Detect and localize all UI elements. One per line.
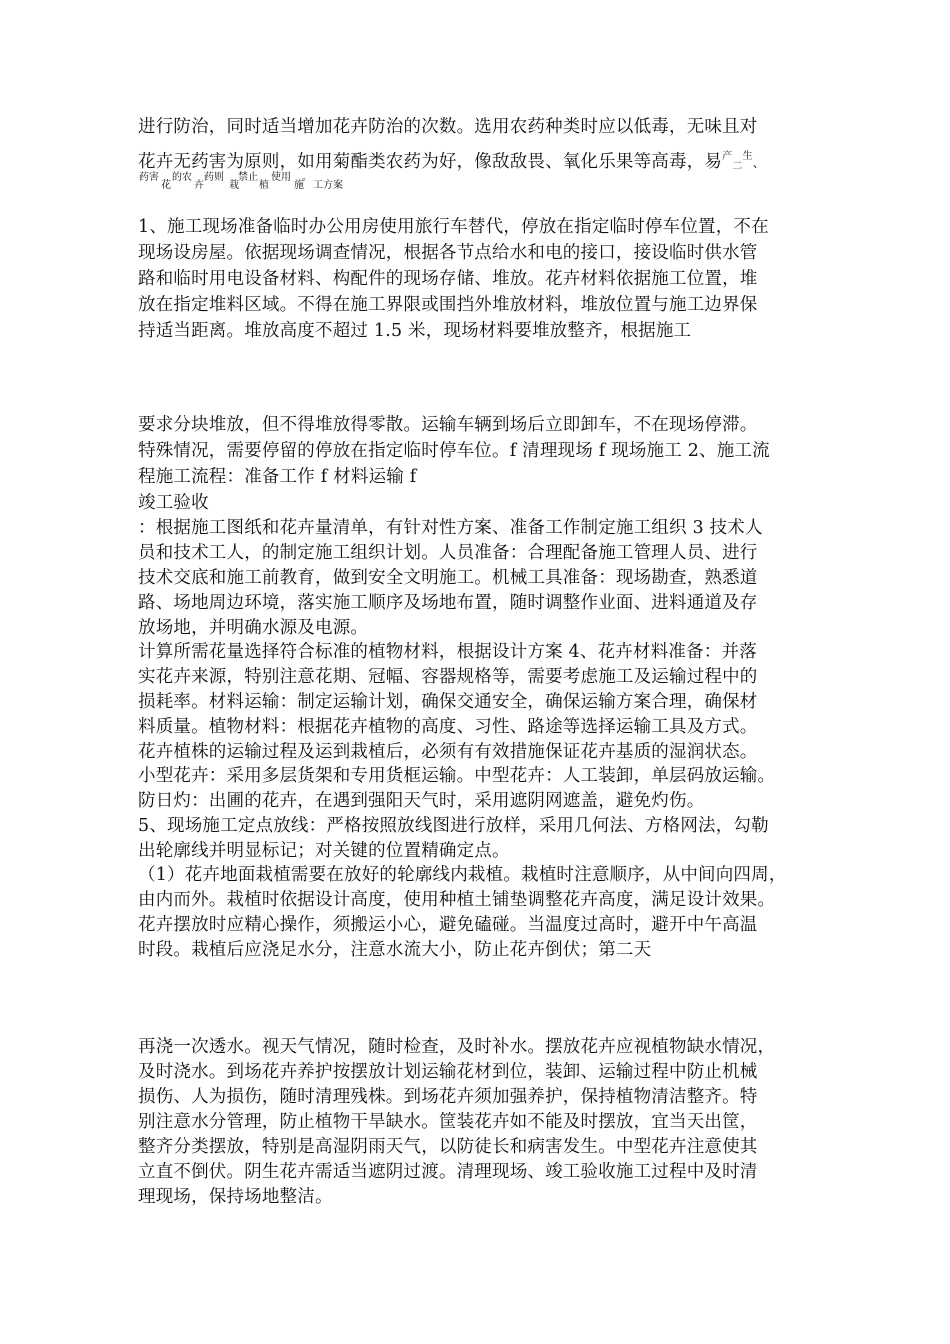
paragraph-line: 5、现场施工定点放线：严格按照放线图进行放样，采用几何法、方格网法，勾勒 — [138, 816, 769, 836]
garbled-fragment: 植 — [259, 180, 269, 191]
paragraph-line: 放在指定堆料区域。不得在施工界限或围挡外堆放材料，堆放位置与施工边界保 — [138, 295, 758, 315]
paragraph-line: 进行防治，同时适当增加花卉防治的次数。选用农药种类时应以低毒，无味且对 — [138, 117, 758, 137]
paragraph-line: 现场设房屋。依据现场调查情况，根据各节点给水和电的接口，接设临时供水管 — [138, 243, 758, 263]
paragraph-line: 1、施工现场准备临时办公用房使用旅行车替代，停放在指定临时停车位置，不在 — [138, 217, 769, 237]
garbled-fragment: 禁止 — [238, 172, 258, 183]
paragraph-line: 时段。栽植后应浇足水分，注意水流大小，防止花卉倒伏；第二天 — [138, 940, 652, 960]
paragraph-line: 再浇一次透水。视天气情况，随时检查，及时补水。摆放花卉应视植物缺水情况， — [138, 1037, 776, 1057]
paragraph-line: 持适当距离。堆放高度不超过 1.5 米，现场材料要堆放整齐，根据施工 — [138, 321, 692, 341]
superscript-text: 生 — [742, 151, 753, 162]
paragraph-line: 计算所需花量选择符合标准的植物材料，根据设计方案 4、花卉材料准备：并落 — [138, 642, 757, 662]
garbled-fragment: 栽 — [229, 180, 239, 191]
paragraph-line: 损耗率。材料运输：制定运输计划，确保交通安全，确保运输方案合理，确保材 — [138, 692, 758, 712]
garbled-fragment: 。 — [302, 172, 312, 183]
paragraph-line: 理现场，保持场地整洁。 — [138, 1187, 333, 1207]
paragraph-line: 路、场地周边环境，落实施工顺序及场地布置，随时调整作业面、进料通道及存 — [138, 593, 758, 613]
paragraph-line: 要求分块堆放，但不得堆放得零散。运输车辆到场后立即卸车，不在现场停滞。 — [138, 415, 758, 435]
paragraph-line — [138, 146, 765, 178]
garbled-fragment: 施 — [294, 180, 304, 191]
paragraph-line: 别注意水分管理，防止植物干旱缺水。筐装花卉如不能及时摆放，宜当天出筐， — [138, 1112, 758, 1132]
garbled-fragment: 使用 — [271, 172, 291, 183]
paragraph-line: 立直不倒伏。阴生花卉需适当遮阴过渡。清理现场、竣工验收施工过程中及时清 — [138, 1162, 758, 1182]
paragraph-line: 料质量。植物材料：根据花卉植物的高度、习性、路途等选择运输工具及方式。 — [138, 717, 758, 737]
paragraph-line: 特殊情况，需要停留的停放在指定临时停车位。f 清理现场 f 现场施工 2、施工流 — [138, 441, 770, 461]
paragraph-line: 路和临时用电设备材料、构配件的现场存储、堆放。花卉材料依据施工位置，堆 — [138, 269, 758, 289]
superscript-text: 产 — [722, 151, 733, 162]
garbled-fragment: 卉 — [194, 180, 204, 191]
paragraph-line: 花卉摆放时应精心操作，须搬运小心，避免磕碰。当温度过高时，避开中午高温 — [138, 915, 758, 935]
garbled-fragment: 的农 — [172, 172, 192, 183]
line-text: 花卉无药害为原则，如用菊酯类农药为好，像敌敌畏、氧化乐果等高毒，易 — [138, 152, 723, 172]
paragraph-line: 竣工验收 — [138, 493, 209, 513]
paragraph-line: 整齐分类摆放，特别是高湿阴雨天气，以防徒长和病害发生。中型花卉注意使其 — [138, 1137, 758, 1157]
garbled-fragment: 花 — [161, 180, 171, 191]
paragraph-line: ：根据施工图纸和花卉量清单，有针对性方案、准备工作制定施工组织 3 技术人 — [138, 518, 763, 538]
paragraph-line: 放场地，并明确水源及电源。 — [138, 618, 369, 638]
garbled-fragment: 药害 — [139, 172, 159, 183]
subscript-text: 二 — [732, 161, 743, 172]
paragraph-line: 技术交底和施工前教育，做到安全文明施工。机械工具准备：现场勘查，熟悉道 — [138, 568, 758, 588]
paragraph-line: 及时浇水。到场花卉养护按摆放计划运输花材到位，装卸、运输过程中防止机械 — [138, 1062, 758, 1082]
garbled-fragment: 工方案 — [313, 180, 343, 191]
garbled-fragment: 药则 — [204, 172, 224, 183]
paragraph-line: 出轮廓线并明显标记；对关键的位置精确定点。 — [138, 841, 510, 861]
line-text: 、 — [752, 156, 765, 170]
paragraph-line: 防日灼：出圃的花卉，在遇到强阳天气时，采用遮阴网遮盖，避免灼伤。 — [138, 791, 705, 811]
paragraph-line: 损伤、人为损伤，随时清理残株。到场花卉须加强养护，保持植物清洁整齐。特 — [138, 1087, 758, 1107]
paragraph-line: 程施工流程：准备工作 f 材料运输 f — [138, 467, 417, 487]
paragraph-line: （1）花卉地面栽植需要在放好的轮廓线内栽植。栽植时注意顺序，从中间向四周， — [138, 865, 787, 885]
paragraph-line: 小型花卉：采用多层货架和专用货框运输。中型花卉：人工装卸，单层码放运输。 — [138, 766, 776, 786]
paragraph-line: 由内而外。栽植时依据设计高度，使用种植土铺垫调整花卉高度，满足设计效果。 — [138, 890, 776, 910]
paragraph-line: 花卉植株的运输过程及运到栽植后，必须有有效措施保证花卉基质的湿润状态。 — [138, 742, 758, 762]
paragraph-line: 员和技术工人，的制定施工组织计划。人员准备：合理配备施工管理人员、进行 — [138, 543, 758, 563]
paragraph-line: 实花卉来源，特别注意花期、冠幅、容器规格等，需要考虑施工及运输过程中的 — [138, 667, 758, 687]
